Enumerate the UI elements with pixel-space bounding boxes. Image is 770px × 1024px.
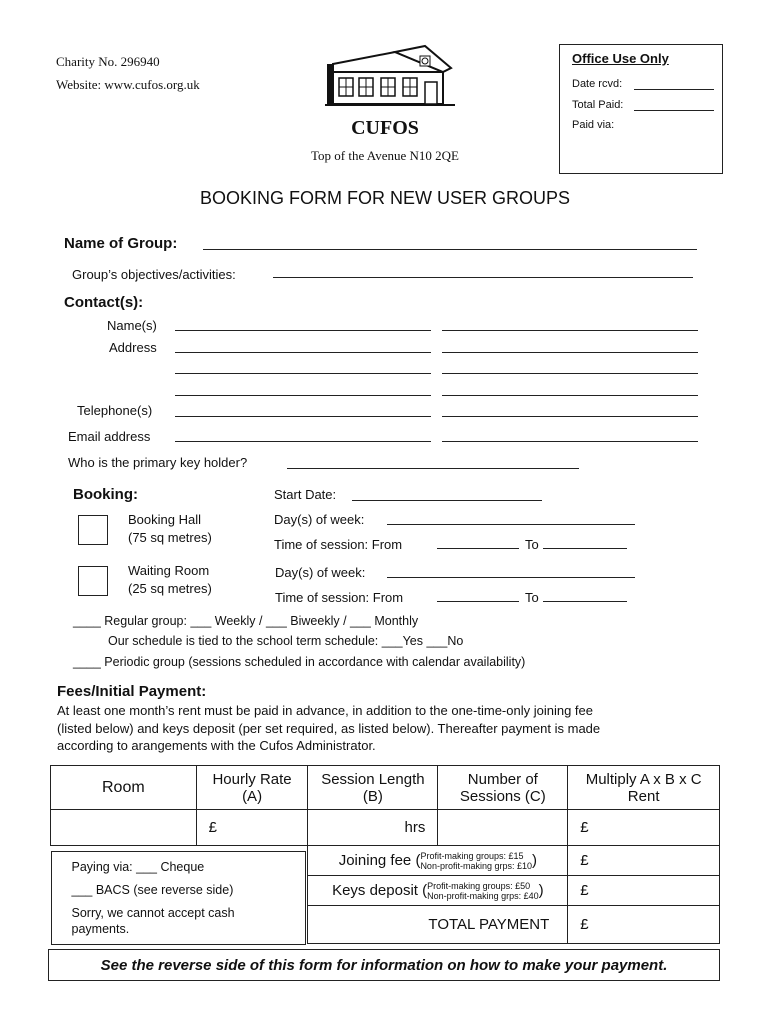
address-field-2-line-3[interactable] xyxy=(442,395,698,396)
name-field-2[interactable] xyxy=(442,330,698,331)
room-days-label: Day(s) of week: xyxy=(275,565,366,580)
telephone-label: Telephone(s) xyxy=(77,403,153,418)
col-number-sessions-label: Number of xyxy=(467,770,538,788)
address-field-2-line-2[interactable] xyxy=(442,373,698,374)
waiting-room-size: (25 sq metres) xyxy=(128,581,212,596)
hall-time-from-label: Time of session: From xyxy=(274,537,403,552)
hall-time-to-label: To xyxy=(525,537,539,552)
reverse-side-note: See the reverse side of this form for information on how to make your payment. xyxy=(48,949,720,981)
total-paid-label: Total Paid: xyxy=(572,99,624,111)
names-label: Name(s) xyxy=(107,318,157,333)
room-days-field[interactable] xyxy=(387,577,635,578)
room-time-from-label: Time of session: From xyxy=(275,590,404,605)
col-number-sessions-letter: Sessions (C) xyxy=(459,787,546,805)
address-field-1-line-1[interactable] xyxy=(175,352,431,353)
room-time-from-field[interactable] xyxy=(437,601,519,602)
col-rent-label: Rent xyxy=(627,787,660,805)
name-of-group-label: Name of Group: xyxy=(64,235,178,252)
booking-hall-size: (75 sq metres) xyxy=(128,530,212,545)
rent-cell[interactable]: £ xyxy=(568,810,720,846)
hall-days-label: Day(s) of week: xyxy=(274,512,365,527)
paying-via-cheque[interactable]: Paying via: ___ Cheque xyxy=(71,860,205,874)
hall-days-field[interactable] xyxy=(387,524,635,525)
paid-via-label: Paid via: xyxy=(572,119,615,131)
joining-fee-row xyxy=(51,846,720,876)
waiting-room-label: Waiting Room xyxy=(128,563,210,578)
paying-via-bacs[interactable]: ___ BACS (see reverse side) xyxy=(71,883,234,897)
col-number-sessions xyxy=(438,766,568,810)
key-holder-label: Who is the primary key holder? xyxy=(68,455,248,470)
fees-paragraph-line-2: (listed below) and keys deposit (per set required, as listed below). Thereafter payment is made xyxy=(57,721,601,736)
total-paid-field[interactable] xyxy=(634,110,714,111)
room-time-to-field[interactable] xyxy=(543,601,627,602)
telephone-field-2[interactable] xyxy=(442,416,698,417)
col-hourly-rate-label: Hourly Rate xyxy=(212,770,292,788)
address-field-2-line-1[interactable] xyxy=(442,352,698,353)
regular-group-option[interactable]: ____ Regular group: ___ Weekly / ___ Biweekly / ___ Monthly xyxy=(73,614,419,628)
date-received-label: Date rcvd: xyxy=(572,78,623,90)
no-cash-note-line-2: payments. xyxy=(71,922,130,936)
col-room: Room xyxy=(51,766,197,810)
telephone-field-1[interactable] xyxy=(175,416,431,417)
office-use-box xyxy=(559,44,723,174)
office-use-title: Office Use Only xyxy=(572,51,669,66)
address-field-1-line-2[interactable] xyxy=(175,373,431,374)
hall-time-from-field[interactable] xyxy=(437,548,519,549)
total-payment-label: TOTAL PAYMENT xyxy=(308,906,568,944)
fees-header-row xyxy=(51,766,720,810)
keys-deposit-close-paren: ) xyxy=(538,881,544,899)
fees-table xyxy=(50,765,720,944)
start-date-field[interactable] xyxy=(352,500,542,501)
col-rent xyxy=(568,766,720,810)
email-label: Email address xyxy=(68,429,151,444)
date-received-field[interactable] xyxy=(634,89,714,90)
booking-hall-label: Booking Hall xyxy=(128,512,201,527)
keys-deposit-nonprofit: Non-profit-making grps: £40 xyxy=(427,890,539,901)
form-title: BOOKING FORM FOR NEW USER GROUPS xyxy=(199,188,571,208)
joining-fee-amount[interactable]: £ xyxy=(568,846,720,876)
room-cell[interactable] xyxy=(51,810,197,846)
hourly-rate-cell[interactable]: £ xyxy=(196,810,308,846)
address-label: Address xyxy=(109,340,157,355)
website: Website: www.cufos.org.uk xyxy=(56,77,200,92)
periodic-group-option[interactable]: ____ Periodic group (sessions scheduled in accordance with calendar availability) xyxy=(73,655,526,669)
joining-fee-label: Joining fee ( xyxy=(338,851,421,869)
room-time-to-label: To xyxy=(525,590,539,605)
address-field-1-line-3[interactable] xyxy=(175,395,431,396)
org-name: CUFOS xyxy=(351,117,419,139)
payment-method-cell xyxy=(51,846,308,944)
email-field-1[interactable] xyxy=(175,441,431,442)
start-date-label: Start Date: xyxy=(274,487,337,502)
joining-fee-nonprofit: Non-profit-making grps: £10 xyxy=(420,860,532,871)
name-field-1[interactable] xyxy=(175,330,431,331)
col-hourly-rate-letter: (A) xyxy=(242,787,263,805)
org-address: Top of the Avenue N10 2QE xyxy=(311,148,459,163)
col-session-length-letter: (B) xyxy=(362,787,383,805)
joining-fee-label-cell xyxy=(308,846,568,876)
hall-time-to-field[interactable] xyxy=(543,548,627,549)
col-session-length xyxy=(308,766,438,810)
keys-deposit-label: Keys deposit ( xyxy=(332,881,428,899)
keys-deposit-amount[interactable]: £ xyxy=(568,876,720,906)
cufos-building-logo xyxy=(325,42,455,108)
keys-deposit-profit: Profit-making groups: £50 xyxy=(427,880,531,891)
number-sessions-cell[interactable] xyxy=(438,810,568,846)
fees-paragraph-line-1: At least one month’s rent must be paid in advance, in addition to the one-time-only joining fee xyxy=(57,703,593,718)
total-payment-amount[interactable]: £ xyxy=(568,906,720,944)
objectives-field[interactable] xyxy=(273,277,693,278)
school-term-option[interactable]: Our schedule is tied to the school term schedule: ___Yes ___No xyxy=(108,634,464,648)
charity-number: Charity No. 296940 xyxy=(56,54,160,69)
name-of-group-field[interactable] xyxy=(203,249,697,250)
payment-method-box xyxy=(51,851,306,945)
col-multiply-label: Multiply A x B x C xyxy=(585,770,702,788)
waiting-room-checkbox[interactable] xyxy=(78,566,108,596)
email-field-2[interactable] xyxy=(442,441,698,442)
joining-fee-profit: Profit-making groups: £15 xyxy=(420,850,524,861)
col-session-length-label: Session Length xyxy=(321,770,425,788)
col-hourly-rate xyxy=(196,766,308,810)
objectives-label: Group’s objectives/activities: xyxy=(72,267,236,282)
no-cash-note-line-1: Sorry, we cannot accept cash xyxy=(71,906,235,920)
keys-deposit-label-cell xyxy=(308,876,568,906)
fees-heading: Fees/Initial Payment: xyxy=(57,683,207,700)
contacts-heading: Contact(s): xyxy=(64,294,144,311)
session-length-cell[interactable]: hrs xyxy=(308,810,438,846)
key-holder-field[interactable] xyxy=(287,468,579,469)
joining-fee-close-paren: ) xyxy=(532,851,537,869)
fees-entry-row xyxy=(51,810,720,846)
fees-paragraph-line-3: according to arangements with the Cufos Administrator. xyxy=(57,738,376,753)
booking-hall-checkbox[interactable] xyxy=(78,515,108,545)
booking-heading: Booking: xyxy=(73,486,138,503)
